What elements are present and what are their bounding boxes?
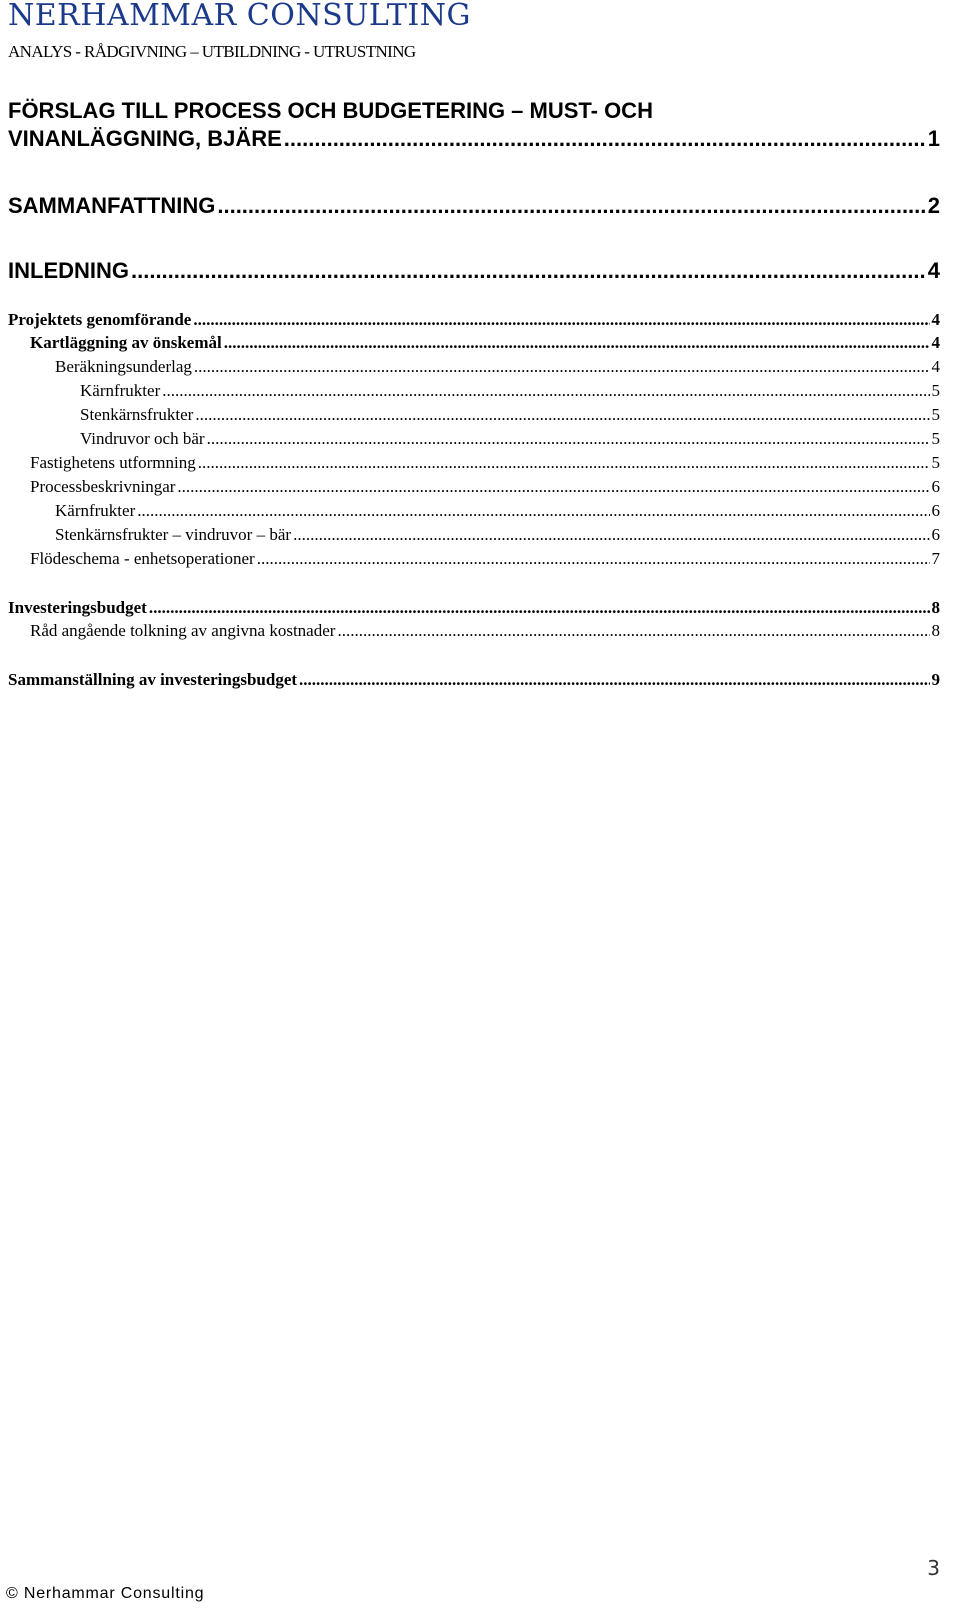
- toc-title-line1: FÖRSLAG TILL PROCESS OCH BUDGETERING – MUST- OCH: [8, 98, 653, 123]
- toc-label: Processbeskrivningar: [30, 477, 176, 496]
- toc-entry[interactable]: [30, 453, 940, 473]
- dot-leader: [149, 598, 930, 618]
- toc-page: 6: [931, 501, 940, 520]
- toc-page: 5: [931, 405, 940, 424]
- toc-entry[interactable]: [80, 429, 940, 449]
- dot-leader: [177, 477, 929, 497]
- toc-label: VINANLÄGGNING, BJÄRE: [8, 126, 282, 151]
- toc-page: 7: [931, 549, 940, 568]
- toc-page: 1: [927, 126, 940, 151]
- dot-leader: [299, 670, 929, 690]
- toc-page: 8: [931, 621, 940, 640]
- toc-page: 6: [931, 525, 940, 544]
- toc-entry[interactable]: [30, 333, 940, 353]
- toc-page: 5: [931, 429, 940, 448]
- tagline: ANALYS - RÅDGIVNING – UTBILDNING - UTRUSTNING: [8, 42, 416, 61]
- toc-page: 2: [927, 193, 940, 218]
- dot-leader: [194, 357, 930, 377]
- toc-page: 8: [931, 598, 940, 617]
- toc-label: Beräkningsunderlag: [55, 357, 192, 376]
- toc-entry[interactable]: [55, 357, 940, 377]
- toc-label: Sammanställning av investeringsbudget: [8, 670, 298, 689]
- toc-label: Investeringsbudget: [8, 598, 147, 617]
- toc-entry[interactable]: [8, 193, 940, 219]
- dot-leader: [257, 549, 930, 569]
- toc-label: Flödeschema - enhetsoperationer: [30, 549, 255, 568]
- toc-page: 5: [931, 453, 940, 472]
- dot-leader: [131, 258, 926, 284]
- dot-leader: [224, 333, 930, 353]
- toc-page: 4: [931, 357, 940, 376]
- toc-entry[interactable]: [55, 501, 940, 521]
- toc-entry[interactable]: [80, 405, 940, 425]
- toc-label: Råd angående tolkning av angivna kostnader: [30, 621, 336, 640]
- toc-label: INLEDNING: [8, 258, 129, 283]
- toc-label: Kärnfrukter: [55, 501, 136, 520]
- page-number: 3: [927, 1556, 940, 1580]
- toc-entry[interactable]: [8, 258, 940, 284]
- toc-page: 6: [931, 477, 940, 496]
- toc-page: 5: [931, 381, 940, 400]
- dot-leader: [284, 126, 926, 152]
- footer-copyright: © Nerhammar Consulting: [6, 1585, 205, 1602]
- dot-leader: [207, 429, 930, 449]
- toc-page: 4: [931, 310, 940, 329]
- dot-leader: [193, 310, 929, 330]
- dot-leader: [198, 453, 930, 473]
- toc-label: Fastighetens utformning: [30, 453, 196, 472]
- toc-entry[interactable]: [30, 549, 940, 569]
- toc-entry[interactable]: [8, 598, 940, 618]
- toc-page: 4: [931, 333, 940, 352]
- toc-label: Kärnfrukter: [80, 381, 161, 400]
- dot-leader: [137, 501, 929, 521]
- toc-label: Stenkärnsfrukter – vindruvor – bär: [55, 525, 292, 544]
- dot-leader: [293, 525, 929, 545]
- toc-entry[interactable]: [30, 477, 940, 497]
- toc-page: 4: [927, 258, 940, 283]
- brand-logo-text: NERHAMMAR CONSULTING: [8, 0, 471, 33]
- toc-entry[interactable]: [55, 525, 940, 545]
- toc-entry[interactable]: [8, 310, 940, 330]
- dot-leader: [162, 381, 929, 401]
- toc-label: Projektets genomförande: [8, 310, 192, 329]
- toc-page: 9: [931, 670, 940, 689]
- toc-entry-title[interactable]: [8, 126, 940, 152]
- toc-entry[interactable]: [30, 621, 940, 641]
- toc-label: Stenkärnsfrukter: [80, 405, 194, 424]
- toc-label: Vindruvor och bär: [80, 429, 205, 448]
- toc-label: SAMMANFATTNING: [8, 193, 216, 218]
- dot-leader: [195, 405, 929, 425]
- dot-leader: [217, 193, 925, 219]
- toc-label: Kartläggning av önskemål: [30, 333, 222, 352]
- toc-entry[interactable]: [80, 381, 940, 401]
- toc-entry[interactable]: [8, 670, 940, 690]
- dot-leader: [337, 621, 929, 641]
